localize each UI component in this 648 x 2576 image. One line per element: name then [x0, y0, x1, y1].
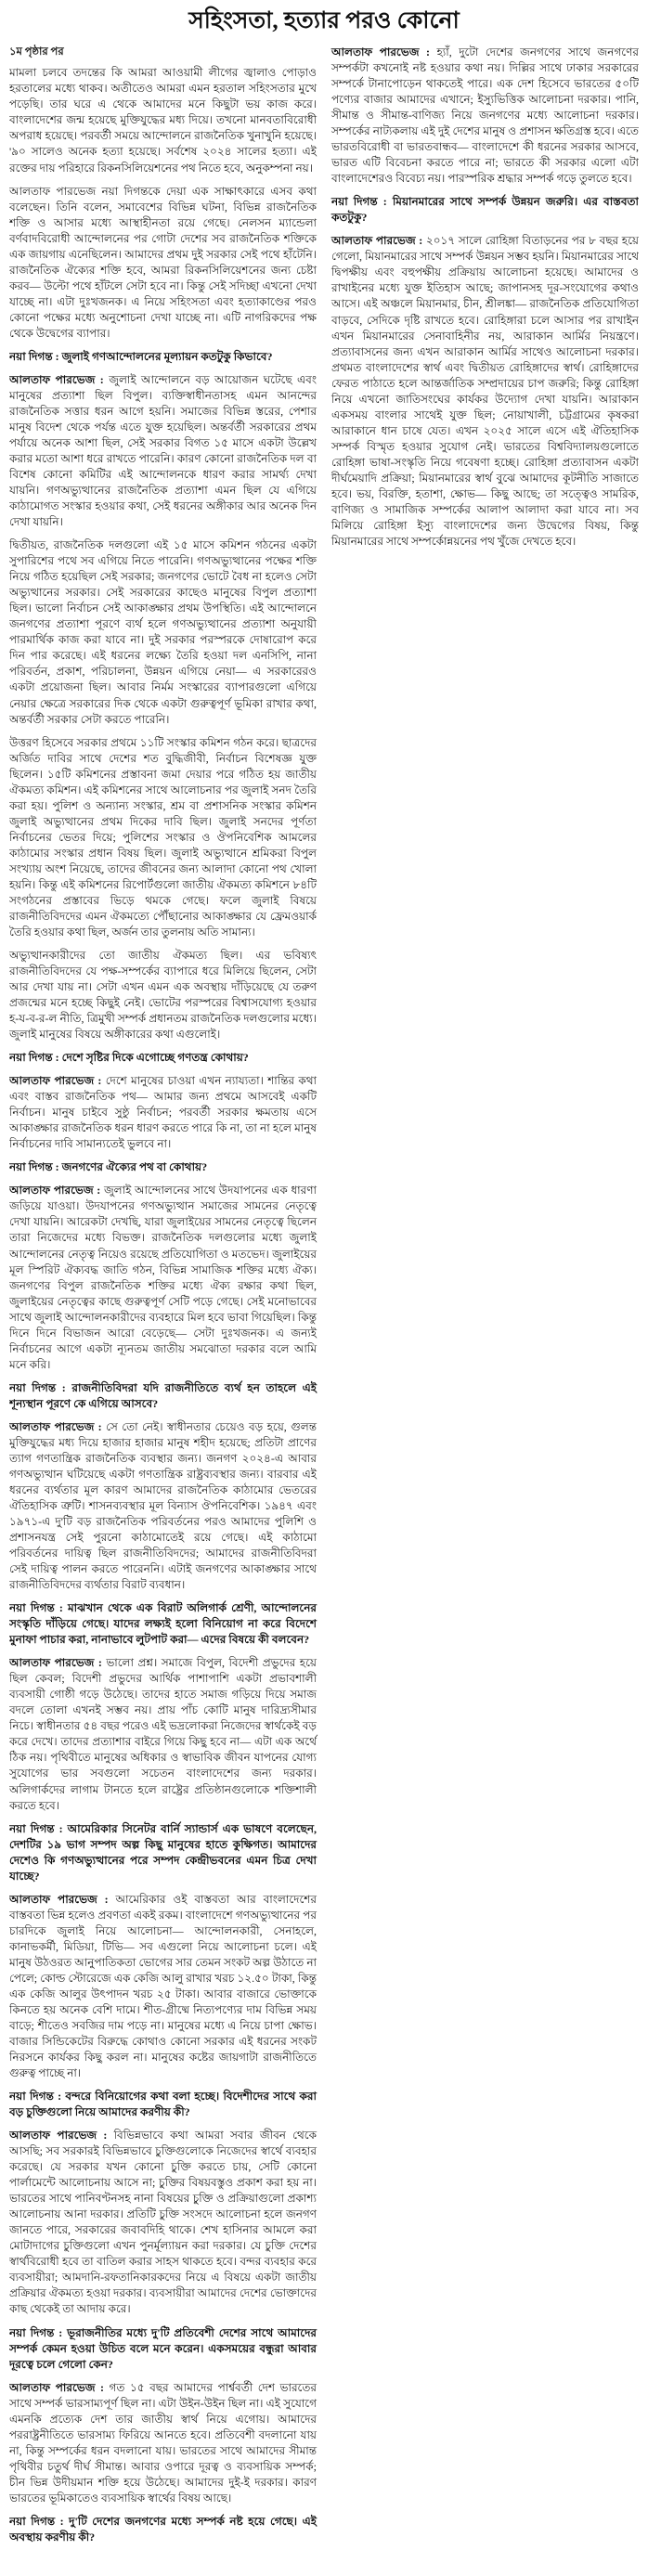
- body-paragraph: অভ্যুত্থানকারীদের তো জাতীয় ঐকমত্য ছিল। এর ভবিষ্যৎ রাজনীতিবিদদের যে পক্ষ-সম্পর্কের ব্যাপারে ধরে মিলিয়ে ছিলেন, সেটা আর দেখা যায় না। সেটা এখন এমন এক অবস্থায় দাঁড়িয়েছে যে তরুণ প্রজন্মের মনে হচ্ছে কিছুই নেই। ভোটের পরস্পরের বিশ্বাসযোগ্য হওয়ার হ-য-ব-র-ল নীতি, ত্রিমুখী সম্পর্ক প্রধানতম রাজনৈতিক দলগুলোর মধ্যে। জুলাই মানুষের বিষয়ে অঙ্গীকারের কথা এগুলোই।: [9, 948, 317, 1042]
- article-headline: সহিংসতা, হত্যার পরও কোনো: [188, 8, 460, 33]
- speaker-label: আলতাফ পারভেজ :: [9, 1074, 106, 1088]
- answer-paragraph: আলতাফ পারভেজ : ভালো প্রশ্ন। সমাজে বিপুল, বিদেশী প্রভুদের হয়ে ছিল কেবল; বিদেশী প্রভুদের আর্থিক পাশাপাশি একটা প্রভাবশালী ব্যবসায়ী গোষ্ঠী গড়ে উঠেছে। তাদের হাতে সমাজ গড়িয়ে দিয়ে সমাজ বদলে তোলা এখনই সম্ভব নয়। প্রায় পাঁচ কোটি মানুষ দারিদ্র্যসীমার নিচে। স্বাধীনতার ৫৪ বছর পরেও এই ভদ্রলোকরা নিজেদের স্বার্থকেই বড় করে দেখে। তাদের প্রত্যাশার বাইরে গিয়ে কিছু হবে না— এটা এক অর্থে ঠিক নয়। পৃথিবীতে মানুষের অধিকার ও স্বাভাবিক জীবন যাপনের যোগ্য সুযোগের ভার সবগুলো সচেতন বাংলাদেশের জন্য দরকার। অলিগার্কদের লাগাম টানতে হলে রাষ্ট্রের প্রতিষ্ঠানগুলোকে শক্তিশালী করতে হবে।: [9, 1656, 317, 1812]
- question-paragraph: নয়া দিগন্ত : মিয়ানমারের সাথে সম্পর্ক উন্নয়ন জরুরি। এর বাস্তবতা কতটুকু?: [331, 195, 639, 225]
- answer-paragraph: আলতাফ পারভেজ : জুলাই আন্দোলনে বড় আয়োজন ঘটেছে এবং মানুষের প্রত্যাশা ছিল বিপুল। ব্যক্তিস্বাধীনতাসহ এমন আনন্দের রাজনৈতিক সত্তার ধরন আগে হয়নি। সমাজের বিভিন্ন স্তরের, পেশার মানুষ বিদেশ থেকে পর্যন্ত এতে যুক্ত হয়েছিল। অন্তর্বর্তী সরকারের প্রথম পর্যায়ে অনেক আশা ছিল, সেই সরকার বিগত ১৫ মাসে একটা উল্লেখ করার মতো আশা ধরে রাখতে পারেনি। কারণ কোনো রাজনৈতিক দল বা বিশেষ কোনো কমিটির এই আন্দোলনকে ধারণ করার সামর্থ্য দেখা যায়নি। গণঅভ্যুত্থানের রাজনৈতিক প্রত্যাশা এমন ছিল যে এগিয়ে কাঠামোগত সংস্কার হওয়ার কথা, সেই ধরনের অঙ্গীকার আর অনেক দিন দেখা যায়নি।: [9, 372, 317, 529]
- speaker-label: আলতাফ পারভেজ :: [9, 1656, 107, 1670]
- question-paragraph: নয়া দিগন্ত : আমেরিকার সিনেটর বার্নি স্যান্ডার্স এক ভাষণে বলেছেন, দেশটির ১৯ ভাগ সম্পদ অল্প কিছু মানুষের হাতে কুক্ষিগত। আমাদের দেশেও কি গণঅভ্যুত্থানের পরে সম্পদ কেন্দ্রীভবনের এমন চিত্র দেখা যাচ্ছে?: [9, 1821, 317, 1883]
- speaker-label: নয়া দিগন্ত :: [9, 1051, 62, 1065]
- speaker-label: নয়া দিগন্ত :: [331, 195, 393, 209]
- question-paragraph: নয়া দিগন্ত : বন্দরে বিনিয়োগের কথা বলা হচ্ছে। বিদেশীদের সাথে করা বড় চুক্তিগুলো নিয়ে আমাদের করণীয় কী?: [9, 2090, 317, 2119]
- question-paragraph: নয়া দিগন্ত : জুলাই গণআন্দোলনের মূল্যায়ন কতটুকু কিভাবে?: [9, 349, 273, 363]
- answer-paragraph: আলতাফ পারভেজ : দেশে মানুষের চাওয়া এখন ন্যায্যতা। শান্তির কথা এবং বাস্তব রাজনৈতিক পথ— আমার জন্য প্রথমে আসবেই একটি নির্বাচন। মানুষ চাইবে সুষ্ঠু নির্বাচন; পরবর্তী সরকার ক্ষমতায় এসে আকাঙ্ক্ষার রাজনৈতিক ধরন ধারণ করতে পারে কি না, তা না হলে মানুষ নির্বাচনের দাবি সামান্যতেই ভুলবে না।: [9, 1074, 317, 1151]
- speaker-label: আলতাফ পারভেজ :: [9, 372, 110, 386]
- question-paragraph: নয়া দিগন্ত : ভূরাজনীতির মধ্যে দু'টি প্রতিবেশী দেশের সাথে আমাদের সম্পর্ক কেমন হওয়া উচিত বলে মনে করেন। একসময়ের বন্ধুরা আবার দূরত্বে চলে গেলো কেন?: [9, 2325, 317, 2371]
- speaker-label: আলতাফ পারভেজ :: [331, 234, 426, 248]
- answer-paragraph: আলতাফ পারভেজ : জুলাই আন্দোলনের সাথে উদযাপনের এক ধারণা জড়িয়ে যাওয়া। উদযাপনের গণঅভ্যুত্থান সমাজের সামনের নেতৃত্বে দেখা যায়নি। আরেকটা দেখছি, যারা জুলাইয়ের সামনের নেতৃত্বে ছিলেন তারা নিজেদের মধ্যে বিভক্ত। রাজনৈতিক দলগুলোর মধ্যে জুলাই আন্দোলনের নেতৃত্ব নিয়েও রয়েছে প্রতিযোগিতা ও মতভেদ। জুলাইয়ের মূল স্পিরিট ঐক্যবদ্ধ জাতি গঠন, বিভিন্ন সামাজিক শক্তির মধ্যে ঐক্য। জনগণের বিপুল রাজনৈতিক শক্তির মধ্যে ঐক্য রক্ষার কথা ছিল, জুলাইয়ের নেতৃত্বের কাছে গুরুত্বপূর্ণ সেটি পড়ে গেছে। সেই মনোভাবের সাথে জুলাই আন্দোলনকারীদের ব্যবহারে মিল হবে ভাবা গিয়েছিল। কিন্তু দিনে দিনে বিভাজন আরো বেড়েছে— সেটা দুঃখজনক। এ জন্যই নির্বাচনের আগে একটা ন্যূনতম জাতীয় সমঝোতা দরকার বলে আমি মনে করি।: [9, 1184, 317, 1371]
- question-paragraph: নয়া দিগন্ত : দু'টি দেশের জনগণের মধ্যে সম্পর্ক নষ্ট হয়ে গেছে। এই অবস্থায় করণীয় কী?: [9, 2514, 317, 2544]
- speaker-label: নয়া দিগন্ত :: [9, 2090, 66, 2104]
- speaker-label: নয়া দিগন্ত :: [9, 1160, 62, 1174]
- speaker-label: আলতাফ পারভেজ :: [9, 1419, 107, 1433]
- body-paragraph: দ্বিতীয়ত, রাজনৈতিক দলগুলো এই ১৫ মাসে কমিশন গঠনের একটা সুপারিশের পথে সব এগিয়ে নিতে পারেনি। গণঅভ্যুত্থানের পক্ষের শক্তি নিয়ে গঠিত হয়েছিল সেই সরকার; জনগণের ভোটে বৈধ না হলেও সেটা অভ্যুত্থানের সরকার। সেই সরকারের কাছেও মানুষের বিপুল প্রত্যাশা ছিল। ভালো নির্বাচন সেই আকাঙ্ক্ষার প্রথম উপস্থিতি। এই আন্দোলনে জনগণের প্রত্যাশা পূরণে ব্যর্থ হলে গণঅভ্যুত্থানের প্রত্যাশা অনুযায়ী পারমার্থিক কাজ করা যাবে না। দুই সরকার পরস্পরকে দোষারোপ করে দিন পার করেছে। এই ধরনের লক্ষ্যে তৈরি হওয়া দল এনসিপি, নানা পরিবর্তন, প্রকাশ, পরিচালনা, উন্নয়ন এগিয়ে নেয়া— এ সরকারেরও একটা প্রয়োজনা ছিল। আবার নির্মম সংস্কারের ব্যাপারগুলো এগিয়ে নেয়ার ক্ষেত্রে সরকারের দিক থেকে একটা গুরুত্বপূর্ণ ভূমিকা রাখার কথা, অন্তর্বর্তী সরকার সেটা করতে পারেনি।: [9, 538, 317, 726]
- article-body: [9, 45, 639, 2551]
- question-paragraph: নয়া দিগন্ত : রাজনীতিবিদরা যদি রাজনীতিতে ব্যর্থ হন তাহলে এই শূন্যস্থান পূরণে কে এগিয়ে আসবে?: [9, 1380, 317, 1410]
- answer-paragraph: আলতাফ পারভেজ : বিভিন্নভাবে কথা আমরা সবার জীবন থেকে আসছি; সব সরকারই বিভিন্নভাবে চুক্তিগুলোকে নিজেদের স্বার্থে ব্যবহার করেছে। যে সরকার যখন কোনো চুক্তি করতে চায়, সেটি কোনো পার্লামেন্টে আলোচনায় আসে না; চুক্তির বিষয়বস্তুও প্রকাশ করা হয় না। ভারতের সাথে পানিবণ্টনসহ নানা বিষয়ের চুক্তি ও প্রক্রিয়াগুলো প্রকাশ্য আলোচনায় আনা দরকার। প্রতিটি চুক্তি সংসদে আলোচনা হলে জনগণ জানতে পারে, সরকারের জবাবদিহি থাকে। শেখ হাসিনার আমলে করা মোটাদাগের চুক্তিগুলো এখন পুনর্মূল্যায়ন করা দরকার। যে চুক্তি দেশের স্বার্থবিরোধী হবে তা বাতিল করার সাহস থাকতে হবে। বন্দর ব্যবহার করে ব্যবসায়ীরা; আমদানি-রফতানিকারকদের নিয়ে এ বিষয়ে একটা জাতীয় প্রক্রিয়ার ঐকমত্য হওয়া দরকার। ব্যবসায়ীরা আমাদের দেশের ভোক্তাদের কাছ থেকেই তা আদায় করে।: [9, 2129, 317, 2316]
- speaker-label: নয়া দিগন্ত :: [9, 1821, 68, 1835]
- speaker-label: আলতাফ পারভেজ :: [9, 2380, 110, 2394]
- continued-from-note: ১ম পৃষ্ঠার পর: [9, 46, 64, 58]
- question-paragraph: নয়া দিগন্ত : দেশে সৃষ্টির দিকে এগোচ্ছে গণতন্ত্র কোথায়?: [9, 1051, 249, 1065]
- answer-paragraph: আলতাফ পারভেজ : সে তো নেই। স্বাধীনতার চেয়েও বড় হয়ে, গুলন্ত মুক্তিযুদ্ধের মধ্য দিয়ে হাজার হাজার মানুষ শহীদ হয়েছে; প্রতিটা প্রাণের ত্যাগ গণতান্ত্রিক রাজনৈতিক ব্যবস্থার জন্য। জনগণ ২০২৪-এ আবার গণঅভ্যুত্থান ঘটিয়েছে একটা গণতান্ত্রিক রাষ্ট্রব্যবস্থার জন্য। বারবার এই ধরনের ব্যর্থতার মূল কারণ আমাদের রাজনৈতিক কাঠামোর ভেতরের ঐতিহাসিক ত্রুটি। শাসনব্যবস্থার মূল বিন্যাস ঔপনিবেশিক। ১৯৪৭ এবং ১৯৭১-এ দু'টি বড় রাজনৈতিক পরিবর্তনের পরও আমাদের পুলিশি ও প্রশাসনযন্ত্র সেই পুরনো কাঠামোতেই রয়ে গেছে। এই কাঠামো পরিবর্তনের দায়িত্ব ছিল রাজনীতিবিদদের; আমাদের রাজনীতিবিদরা সেই দায়িত্ব পালন করতে পারেননি। এটাই জনগণের আকাঙ্ক্ষার সাথে রাজনীতিবিদদের ব্যর্থতার বিরাট ব্যবধান।: [9, 1419, 317, 1592]
- answer-paragraph: আলতাফ পারভেজ : হ্যাঁ, দুটো দেশের জনগণের সাথে জনগণের সম্পর্কটা কখনোই নষ্ট হওয়ার কথা নয়। দিল্লির সাথে ঢাকার সরকারের সম্পর্কে টানাপোড়েন থাকতেই পারে। এক দেশ হিসেবে ভারতের ৫০টি পণ্যের বাজার আমাদের এখানে; ইস্যুভিত্তিক আলোচনা দরকার। পানি, সীমান্ত ও সীমান্ত-বাণিজ্য নিয়ে জনগণের মধ্যে আলোচনা দরকার। সম্পর্কের নাট্যকলায় এই দুই দেশের মানুষ ও প্রশাসন ক্ষতিগ্রস্ত হবে। এতে ভারতবিরোধী বা ভারতবান্ধব— বাংলাদেশে কী ধরনের সরকার আসবে, ভারত এটি বিবেচনা করতে পারে না; ভারতে কী সরকার এলো এটা বাংলাদেশেরও বিবেচ্য নয়। পারস্পরিক শ্রদ্ধার সম্পর্ক গড়ে তুলতে হবে।: [331, 45, 639, 186]
- answer-paragraph: আলতাফ পারভেজ : ২০১৭ সালে রোহিঙ্গা বিতাড়নের পর ৮ বছর হয়ে গেলো, মিয়ানমারের সাথে সম্পর্ক উন্নয়ন সম্ভব হয়নি। মিয়ানমারের সাথে দ্বিপক্ষীয় এবং বহুপক্ষীয় প্রক্রিয়ায় আলোচনা হয়েছে। আমাদের ও রাখাইনের মধ্যে যুক্ত ইতিহাস আছে; জাপানসহ দূর-সংযোগের কথাও আসে। এই অঞ্চলে মিয়ানমার, চীন, শ্রীলঙ্কা— রাজনৈতিক প্রতিযোগিতা বাড়বে, সেদিকে দৃষ্টি রাখতে হবে। রোহিঙ্গারা চলে আসার পর রাখাইন এখন মিয়ানমারের সেনাবাহিনীর নয়, আরাকান আর্মির নিয়ন্ত্রণে। প্রত্যাবাসনের জন্য এখন আরাকান আর্মির সাথেও আলোচনা দরকার। প্রথমত বাংলাদেশের স্বার্থ এবং দ্বিতীয়ত রোহিঙ্গাদের স্বার্থ। রোহিঙ্গাদের ফেরত পাঠাতে হলে আন্তর্জাতিক সম্প্রদায়ের চাপ জরুরি; কিন্তু রোহিঙ্গা নিয়ে এখনো জাতিসংঘের কার্যকর উদ্যোগ দেখা যায়নি। আরাকান একসময় বাংলার সাথেই যুক্ত ছিল; নোয়াখালী, চট্টগ্রামের কৃষকরা আরাকানে ধান চাষে যেত। এখন ২০২৫ সালে এসে এই ঐতিহাসিক সম্পর্ক বিস্মৃত হওয়ার সুযোগ নেই। ভারতের বিশ্ববিদ্যালয়গুলোতে রোহিঙ্গা ভাষা-সংস্কৃতি নিয়ে গবেষণা হচ্ছে। রোহিঙ্গা প্রত্যাবাসন একটা দীর্ঘমেয়াদি প্রক্রিয়া; মিয়ানমারের স্বার্থ বুঝে আমাদের কূটনীতি সাজাতে হবে। ভয়, বিরক্তি, হতাশা, ক্ষোভ— কিছু আছে; তা সত্ত্বেও সামরিক, বাণিজ্য ও সামাজিক সম্পর্কের আলাপ আলাদা করা যাবে না। সব মিলিয়ে রোহিঙ্গা ইস্যু বাংলাদেশের জন্য উদ্বেগের বিষয়, কিন্তু মিয়ানমারের সাথে সম্পর্কোন্নয়নের পথ খুঁজে দেখতে হবে।: [331, 234, 639, 548]
- question-paragraph: নয়া দিগন্ত : জনগণের ঐক্যের পথ বা কোথায়?: [9, 1160, 208, 1174]
- speaker-label: আলতাফ পারভেজ :: [9, 1184, 104, 1197]
- speaker-label: নয়া দিগন্ত :: [9, 2514, 70, 2528]
- speaker-label: আলতাফ পারভেজ :: [9, 2129, 114, 2142]
- body-paragraph: আলতাফ পারভেজ নয়া দিগন্তকে দেয়া এক সাক্ষাৎকারে এসব কথা বলেছেন। তিনি বলেন, সমাবেশের বিভিন্ন ঘটনা, বিভিন্ন রাজনৈতিক শক্তি ও আসার মধ্যে আস্থাহীনতা রয়ে গেছে। নেলসন ম্যান্ডেলা বর্ণবাদবিরোধী আন্দোলনের পর গোটা দেশের সব রাজনৈতিক শক্তিকে এক জায়গায় এনেছিলেন। আমাদের প্রথম দুই সরকার সেই পথে হাঁটেনি। রাজনৈতিক ঐক্যের শক্তি হবে, আমরা রিকনসিলিয়েশনের জন্য চেষ্টা করব— উল্টো পথে হাঁটলে সেটা হবে না। কিন্তু সেই সদিচ্ছা এখনো দেখা যাচ্ছে না। এটা দুঃখজনক। এ নিয়ে সহিংসতা এবং হত্যাকাণ্ডের পরও কোনো পক্ষের মধ্যে অনুশোচনা দেখা যাচ্ছে না। এটি নাগরিকদের পক্ষ থেকে উদ্বেগের ব্যাপার।: [9, 184, 317, 340]
- speaker-label: নয়া দিগন্ত :: [9, 1380, 72, 1394]
- speaker-label: নয়া দিগন্ত :: [9, 349, 62, 363]
- speaker-label: নয়া দিগন্ত :: [9, 2325, 68, 2339]
- answer-paragraph: আলতাফ পারভেজ : আমেরিকার ওই বাস্তবতা আর বাংলাদেশের বাস্তবতা ভিন্ন হলেও প্রবণতা একই রকম। বাংলাদেশে গণঅভ্যুত্থানের পর চারদিকে জুলাই নিয়ে আলোচনা— আন্দোলনকারী, সেনাহলে, কানাভকর্মী, মিডিয়া, টিভি— সব এগুলো নিয়ে আলোচনা চলে। এই মানুষ উঠওরত আনুপাতিকতা ভোগের সার তেমন সংকট অল্প উঠাতে না পেলে; কোল্ড স্টোরেজে এক কেজি আলু রাখার খরচ ১২.৫০ টাকা, কিন্তু এক কেজি আলুর উৎপাদন খরচ ২৫ টাকা। আবার বাজারে ভোক্তাকে কিনতে হয় অনেক বেশি দামে। শীত-গ্রীষ্মে নিত্যপণ্যের দাম বিভিন্ন সময় বাড়ে; শীতেও সবজির দাম পড়ে না। মানুষের মধ্যে এ নিয়ে চাপা ক্ষোভ। বাজার সিন্ডিকেটের বিরুদ্ধে কোথাও কোনো সরকার এই ধরনের সংকট নিরসনে কার্যকর কিছু করল না। মানুষের কষ্টের জায়গাটা রাজনীতিতে গুরুত্ব পাচ্ছে না।: [9, 1892, 317, 2080]
- answer-paragraph: আলতাফ পারভেজ : গত ১৫ বছর আমাদের পার্শ্ববর্তী দেশ ভারতের সাথে সম্পর্ক ভারসাম্যপূর্ণ ছিল না। এটা উইন-উইন ছিল না। এই সুযোগে এমনকি প্রত্যেক দেশ তার জাতীয় স্বার্থ নিয়ে এগোয়। আমাদের পররাষ্ট্রনীতিতে ভারসাম্য ফিরিয়ে আনতে হবে। প্রতিবেশী বদলানো যায় না, কিন্তু সম্পর্কের ধরন বদলানো যায়। ভারতের সাথে আমাদের সীমান্ত পৃথিবীর চতুর্থ দীর্ঘ সীমান্ত। আবার ওপারে দূরত্ব ও ব্যবসায়িক সম্পর্ক; চীন ভিন্ন উদীয়মান শক্তি হয়ে উঠেছে। আমাদের দুই-ই দরকার। কারণ ভারতের ভূমিকাতেও ব্যবসায়িক স্বার্থের বিষয় আছে।: [9, 2380, 317, 2505]
- body-paragraph: উত্তরণ হিসেবে সরকার প্রথমে ১১টি সংস্কার কমিশন গঠন করে। ছাত্রদের অর্জিত দাবির সাথে দেশের শত বুদ্ধিজীবী, নির্বাচন বিশেষজ্ঞ যুক্ত ছিলেন। ১৫টি কমিশনের প্রস্তাবনা জমা দেয়ার পরে গঠিত হয় জাতীয় ঐকমত্য কমিশন। এই কমিশনের সাথে আলোচনার পর জুলাই সনদ তৈরি করা হয়। পুলিশ ও অন্যান্য সংস্কার, শ্রম বা প্রশাসনিক সংস্কার কমিশন জুলাই অভ্যুত্থানের প্রথম দিকের দাবি ছিল। জুলাই সনদের পূর্ণতা নির্বাচনের ভেতর দিয়ে; পুলিশের সংস্কার ও ঔপনিবেশিক আমলের কাঠামোর সংস্কার প্রধান বিষয় ছিল। জুলাই অভ্যুত্থানে শ্রমিকরা বিপুল সংখ্যায় অংশ নিয়েছে, তাদের জীবনের জন্য আলাদা কোনো পথ খোলা হয়নি। কিন্তু এই কমিশনের রিপোর্টগুলো জাতীয় ঐকমত্য কমিশনে ৮৪টি সংগঠনের প্রস্তাবের ভিড়ে থমকে গেছে। ফলে জুলাই বিষয়ে রাজনীতিবিদদের এমন ঐকমত্যে পৌঁছানোর আকাঙ্ক্ষার যে ফ্রেমওয়ার্ক তৈরি হওয়ার কথা ছিল, অর্জন তার তুলনায় অতি সামান্য।: [9, 735, 317, 938]
- speaker-label: নয়া দিগন্ত :: [9, 1601, 69, 1615]
- question-paragraph: নয়া দিগন্ত : মাঝখান থেকে এক বিরাট অলিগার্ক শ্রেণী, আন্দোলনের সংস্কৃতি দাঁড়িয়ে গেছে। যাদের লক্ষ্যই হলো বিনিয়োগ না করে বিদেশে মুনাফা পাচার করা, নানাভাবে লুটপাট করা— এদের বিষয়ে কী বলবেন?: [9, 1601, 317, 1647]
- body-paragraph: মামলা চলবে তদন্তের কি আমরা আওয়ামী লীগের জ্বালাও পোড়াও হরতালের মধ্যে থাকব। অতীতেও আমরা এমন হরতাল সহিংসতার মুখে পড়েছি। তার ঘরে এ থেকে আমাদের মনে কিছুটা ভয় কাজ করে। বাংলাদেশের জন্ম হয়েছে মুক্তিযুদ্ধের মধ্য দিয়ে। তখনো মানবতাবিরোধী অপরাধ হয়েছে। পরবর্তী সময়ে আন্দোলনে রাজনৈতিক খুনাখুনি হয়েছে। '৯০ সালেও অনেক হত্যা হয়েছে। সর্বশেষ ২০২৪ সালের হত্যা। এই রক্তের দায় পরিহারে রিকনসিলিয়েশনের পথ নিতে হবে, অনুকম্পনা নয়।: [9, 66, 317, 175]
- speaker-label: আলতাফ পারভেজ :: [9, 1892, 116, 1906]
- speaker-label: আলতাফ পারভেজ :: [331, 45, 437, 58]
